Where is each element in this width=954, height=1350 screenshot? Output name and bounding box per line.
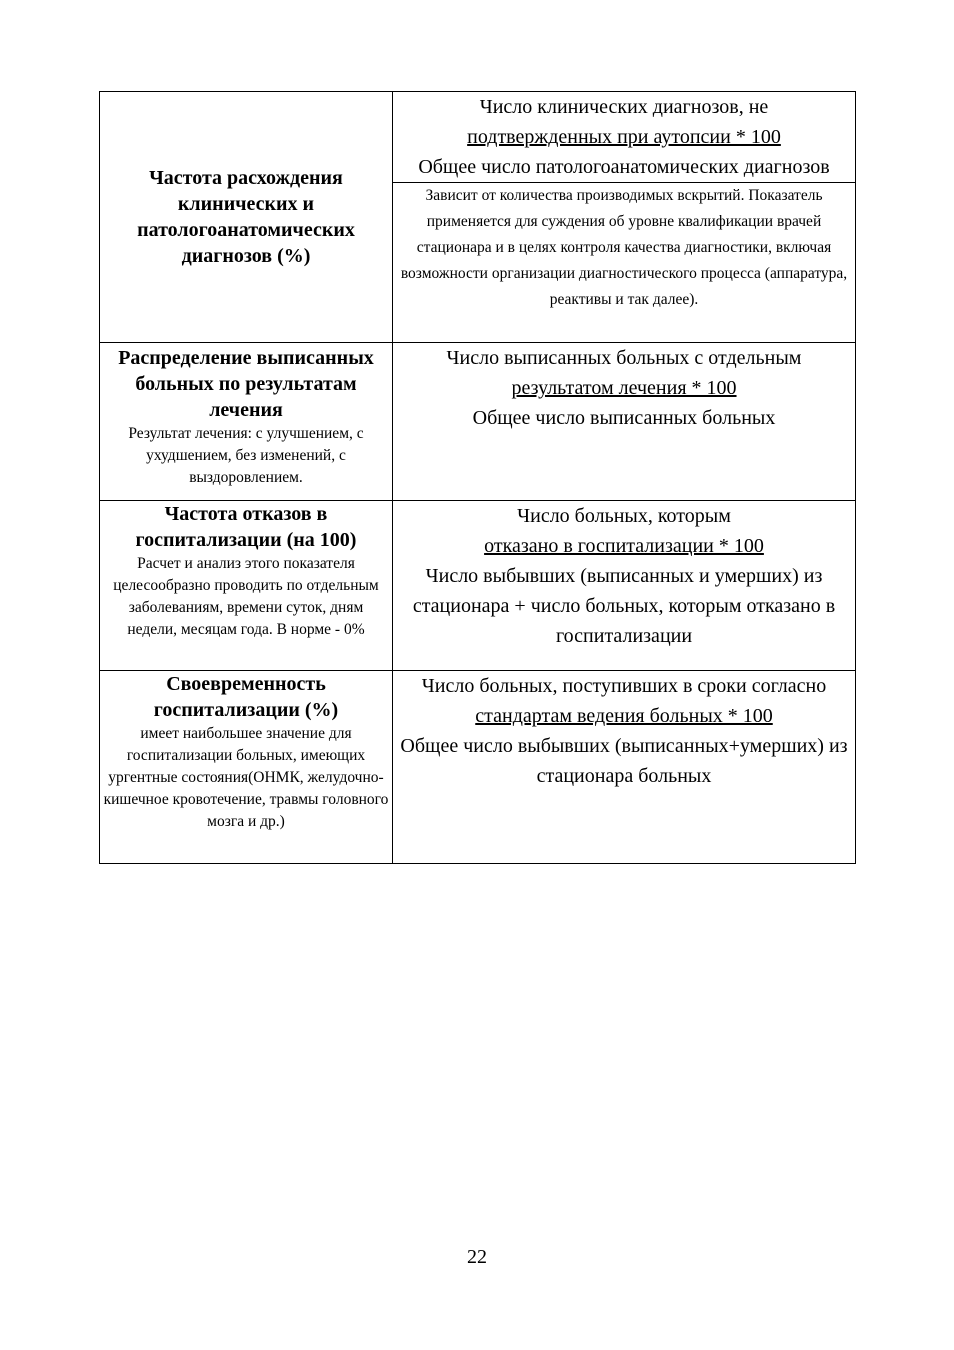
formula-denominator: Общее число выбывших (выписанных+умерших) из стационара больных [400, 735, 848, 787]
formula-numerator-line: Число клинических диагнозов, не [479, 96, 769, 118]
indicator-title: Частота расхождения клинических и патологоанатомических диагнозов (%) [137, 167, 355, 267]
formula-cell [393, 501, 856, 671]
formula-numerator-line: Число больных, поступивших в сроки согласно [421, 675, 827, 697]
formula-numerator-line: Число выписанных больных с отдельным [446, 347, 802, 369]
formula-denominator: Число выбывших (выписанных и умерших) из стационара + число больных, которым отказано в госпитализации [412, 565, 836, 647]
indicator-note: Расчет и анализ этого показателя целесообразно проводить по отдельным заболеваниям, времени суток, дням недели, месяцам года. В норме - 0% [113, 555, 379, 638]
indicator-name-cell [100, 671, 393, 864]
formula-cell [393, 671, 856, 864]
formula-numerator-underlined: подтвержденных при аутопсии * 100 [467, 126, 781, 148]
formula-denominator: Общее число выписанных больных [472, 407, 776, 429]
indicator-name-cell [100, 501, 393, 671]
indicator-title: Частота отказов в госпитализации (на 100) [135, 503, 357, 551]
formula-numerator-underlined: отказано в госпитализации * 100 [484, 535, 764, 557]
indicators-table [99, 91, 856, 864]
indicator-name-cell [100, 92, 393, 343]
formula-numerator-underlined: стандартам ведения больных * 100 [475, 705, 773, 727]
indicator-note: Результат лечения: с улучшением, с ухудшением, без изменений, с выздоровлением. [128, 425, 364, 486]
indicator-description: Зависит от количества производимых вскрытий. Показатель применяется для суждения об уровне квалификации врачей стационара и в целях контроля качества диагностики, включая возможности организации диагностического процесса (аппаратура, реактивы и так далее). [393, 183, 856, 343]
table-row [100, 343, 856, 501]
formula-cell [393, 92, 856, 183]
formula-numerator-underlined: результатом лечения * 100 [511, 377, 737, 399]
indicator-name-cell [100, 343, 393, 501]
indicator-note: имеет наибольшее значение для госпитализации больных, имеющих ургентные состояния(ОНМК, желудочно-кишечное кровотечение, травмы головного мозга и др.) [103, 725, 389, 830]
formula-numerator-line: Число больных, которым [517, 505, 731, 527]
table-row [100, 671, 856, 864]
page-number: 22 [467, 1246, 487, 1268]
formula-denominator: Общее число патологоанатомических диагнозов [418, 156, 830, 178]
table-row [100, 501, 856, 671]
formula-cell [393, 343, 856, 501]
indicator-title: Распределение выписанных больных по результатам лечения [118, 347, 374, 421]
indicator-title: Своевременность госпитализации (%) [153, 673, 339, 721]
table-row [100, 92, 856, 183]
